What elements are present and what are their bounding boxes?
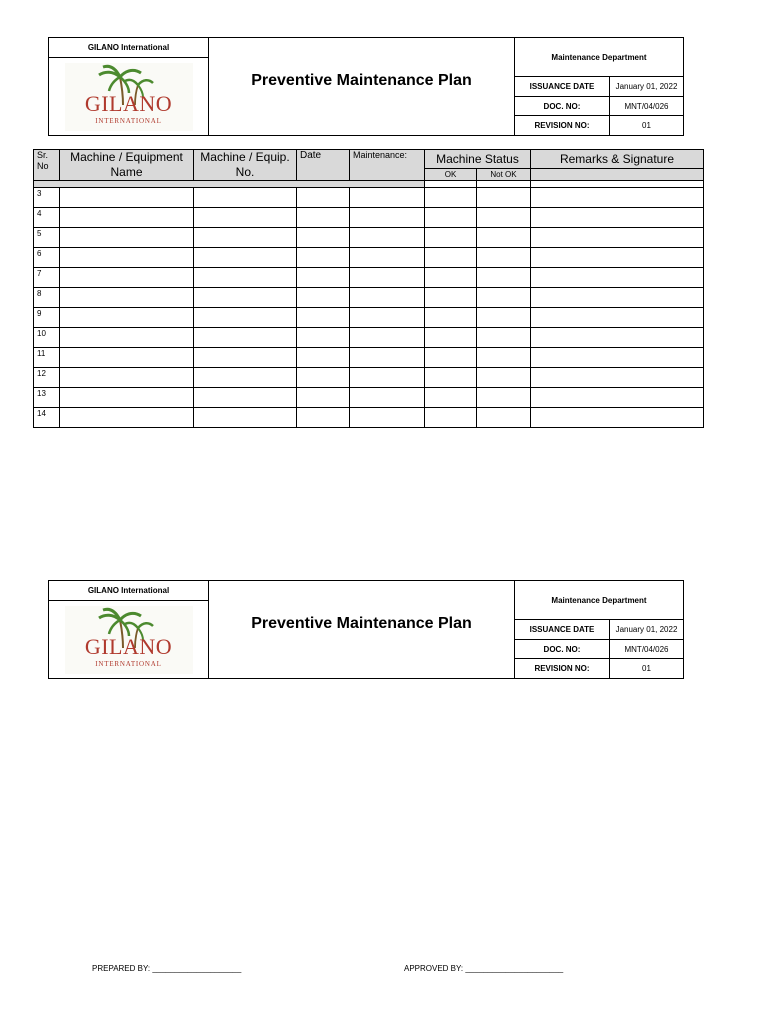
col-ok: OK [425,168,477,180]
cell-remarks[interactable] [531,248,704,268]
document-header-2 [48,580,684,679]
col-machine-no: Machine / Equip. No. [194,150,297,181]
col-remarks: Remarks & Signature [531,150,704,169]
cell-not-ok[interactable] [477,248,531,268]
cell-machine-name[interactable] [60,408,194,428]
revision-no-row [515,116,683,135]
cell-machine-no[interactable] [194,248,297,268]
title-cell [209,581,515,678]
row-sr-no: 9 [34,308,60,328]
cell-machine-no[interactable] [194,348,297,368]
row-sr-no: 4 [34,208,60,228]
table-row [34,368,704,388]
row-sr-no: 11 [34,348,60,368]
cell-ok[interactable] [425,328,477,348]
meta-label: REVISION NO: [515,659,610,678]
cell-not-ok[interactable] [477,308,531,328]
cell-machine-no[interactable] [194,268,297,288]
cell-machine-name[interactable] [60,248,194,268]
cell-ok[interactable] [425,228,477,248]
cell-ok[interactable] [425,348,477,368]
cell-date[interactable] [297,388,350,408]
table-body [34,188,704,428]
meta-label: ISSUANCE DATE [515,77,610,96]
cell-ok[interactable] [425,288,477,308]
row-sr-no: 5 [34,228,60,248]
table-row [34,268,704,288]
row-sr-no: 7 [34,268,60,288]
company-name: GILANO International [49,581,208,601]
cell-maintenance[interactable] [350,208,425,228]
cell-maintenance[interactable] [350,308,425,328]
meta-value: 01 [642,664,651,674]
cell-not-ok[interactable] [477,188,531,208]
cell-not-ok[interactable] [477,288,531,308]
meta-label: ISSUANCE DATE [515,620,610,639]
col-maintenance: Maintenance: [350,150,425,181]
cell-date[interactable] [297,288,350,308]
document-header-1 [48,37,684,136]
cell-machine-no[interactable] [194,388,297,408]
cell-machine-name[interactable] [60,308,194,328]
cell-machine-name[interactable] [60,388,194,408]
col-sr-no: Sr. No [34,150,60,181]
row-sr-no: 3 [34,188,60,208]
cell-remarks[interactable] [531,348,704,368]
cell-maintenance[interactable] [350,288,425,308]
cell-date[interactable] [297,328,350,348]
cell-ok[interactable] [425,268,477,288]
cell-ok[interactable] [425,368,477,388]
cell-remarks[interactable] [531,268,704,288]
cell-maintenance[interactable] [350,408,425,428]
cell-date[interactable] [297,268,350,288]
cell-not-ok[interactable] [477,348,531,368]
table-row [34,348,704,368]
cell-date[interactable] [297,208,350,228]
cell-remarks[interactable] [531,388,704,408]
doc-no-row [515,640,683,660]
issuance-date-row [515,620,683,640]
gilano-logo [65,63,193,131]
col-machine-status: Machine Status [425,150,531,169]
table-row [34,308,704,328]
remarks-sub-empty [531,168,704,180]
meta-value: January 01, 2022 [615,81,678,91]
cell-machine-no[interactable] [194,368,297,388]
cell-date[interactable] [297,228,350,248]
cell-not-ok[interactable] [477,208,531,228]
table-row [34,408,704,428]
meta-label: REVISION NO: [515,116,610,135]
row-sr-no: 13 [34,388,60,408]
cell-remarks[interactable] [531,408,704,428]
prepared-by: PREPARED BY: ____________________ [92,964,242,973]
cell-ok[interactable] [425,208,477,228]
meta-cell [515,38,683,135]
gilano-logo [65,606,193,674]
cell-machine-no[interactable] [194,288,297,308]
cell-machine-name[interactable] [60,228,194,248]
cell-not-ok[interactable] [477,268,531,288]
cell-date[interactable] [297,368,350,388]
cell-remarks[interactable] [531,228,704,248]
table-row [34,228,704,248]
cell-date[interactable] [297,248,350,268]
doc-no-row [515,97,683,117]
row-sr-no: 14 [34,408,60,428]
col-machine-name: Machine / Equipment Name [60,150,194,181]
cell-machine-no[interactable] [194,208,297,228]
cell-maintenance[interactable] [350,268,425,288]
row-sr-no: 12 [34,368,60,388]
cell-machine-name[interactable] [60,268,194,288]
revision-no-row [515,659,683,678]
company-cell [49,38,209,135]
cell-machine-name[interactable] [60,288,194,308]
title-cell [209,38,515,135]
issuance-date-row [515,77,683,97]
cell-machine-name[interactable] [60,348,194,368]
cell-remarks[interactable] [531,288,704,308]
cell-remarks[interactable] [531,368,704,388]
meta-label: DOC. NO: [515,97,610,116]
row-sr-no: 8 [34,288,60,308]
logo-subtitle: INTERNATIONAL [95,659,162,668]
cell-machine-no[interactable] [194,328,297,348]
meta-value: MNT/04/026 [624,101,669,111]
cell-machine-no[interactable] [194,308,297,328]
cell-machine-name[interactable] [60,188,194,208]
cell-remarks[interactable] [531,328,704,348]
row-sr-no: 6 [34,248,60,268]
cell-machine-name[interactable] [60,328,194,348]
cell-not-ok[interactable] [477,408,531,428]
cell-maintenance[interactable] [350,368,425,388]
table-row [34,188,704,208]
logo-subtitle: INTERNATIONAL [95,116,162,125]
cell-maintenance[interactable] [350,248,425,268]
cell-not-ok[interactable] [477,228,531,248]
table-row [34,328,704,348]
document-title: Preventive Maintenance Plan [251,72,472,89]
cell-machine-name[interactable] [60,368,194,388]
cell-not-ok[interactable] [477,388,531,408]
cell-maintenance[interactable] [350,348,425,368]
cell-machine-no[interactable] [194,188,297,208]
cell-maintenance[interactable] [350,328,425,348]
company-cell [49,581,209,678]
cell-date[interactable] [297,188,350,208]
cell-maintenance[interactable] [350,388,425,408]
approved-by: APPROVED BY: ______________________ [404,964,564,973]
logo-wordmark: GILANO [84,90,173,116]
meta-label: DOC. NO: [515,640,610,659]
document-title: Preventive Maintenance Plan [251,615,472,632]
meta-value: January 01, 2022 [615,624,678,634]
cell-date[interactable] [297,308,350,328]
cell-machine-no[interactable] [194,228,297,248]
cell-remarks[interactable] [531,208,704,228]
meta-cell [515,581,683,678]
cell-machine-name[interactable] [60,208,194,228]
col-date: Date [297,150,350,181]
department-name: Maintenance Department [515,581,683,620]
cell-ok[interactable] [425,408,477,428]
meta-value: 01 [642,121,651,131]
cell-ok[interactable] [425,388,477,408]
cell-ok[interactable] [425,308,477,328]
cell-ok[interactable] [425,248,477,268]
cell-remarks[interactable] [531,308,704,328]
table-row [34,208,704,228]
cell-date[interactable] [297,408,350,428]
table-row [34,388,704,408]
cell-remarks[interactable] [531,188,704,208]
table-row [34,288,704,308]
cell-ok[interactable] [425,188,477,208]
maintenance-table [33,149,704,428]
logo-wordmark: GILANO [84,633,173,659]
table-row [34,248,704,268]
cell-not-ok[interactable] [477,368,531,388]
company-name: GILANO International [49,38,208,58]
cell-not-ok[interactable] [477,328,531,348]
meta-value: MNT/04/026 [624,644,669,654]
cell-maintenance[interactable] [350,188,425,208]
row-sr-no: 10 [34,328,60,348]
cell-machine-no[interactable] [194,408,297,428]
col-not-ok: Not OK [477,168,531,180]
department-name: Maintenance Department [515,38,683,77]
cell-date[interactable] [297,348,350,368]
cell-maintenance[interactable] [350,228,425,248]
